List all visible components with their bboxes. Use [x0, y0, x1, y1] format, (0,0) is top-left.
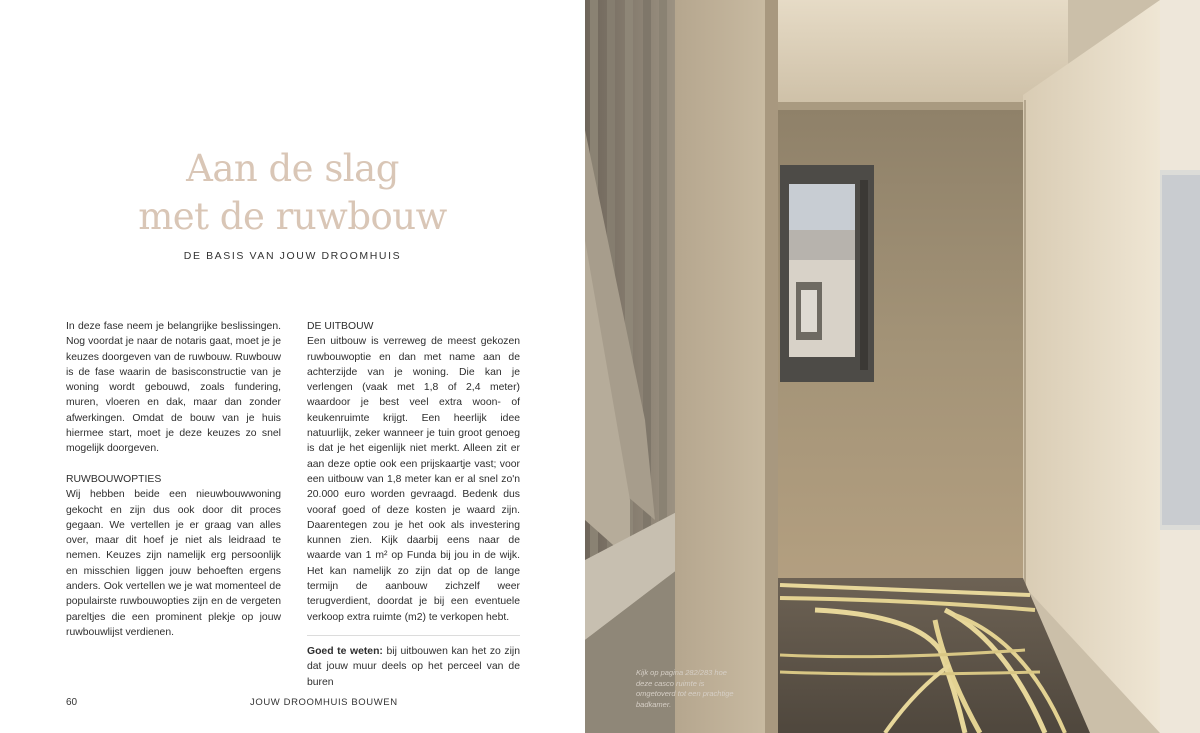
tip-paragraph — [307, 644, 520, 690]
chapter-title — [60, 145, 525, 241]
staircase — [585, 0, 690, 733]
page-number: 60 — [66, 697, 78, 708]
photo-caption: Kijk op pagina 282/283 hoe deze casco ruimte is omgetoverd tot een prachtige badkamer. — [636, 668, 734, 709]
construction-photo — [585, 0, 1200, 733]
tip-text: bij uitbouwen kan het zo zijn dat jouw muur deels op het perceel van de buren — [307, 645, 520, 688]
left-page — [0, 0, 585, 733]
chapter-title-line-1: Aan de slag — [186, 147, 399, 190]
ruwbouwopties-paragraph: Wij hebben beide een nieuwbouwwoning gekocht en zijn dus ook door dit proces gegaan. We vertellen je er graag van alles over, maar dit hoef je niet als leidraad te nemen. Keuzes zijn namelijk erg persoonlijk en misschien liggen jouw behoeften ergens anders. Ook vertellen we je wat momenteel de populairste ruwbouwopties zijn en de vergeten pareltjes die een prominent plekje op jouw ruwbouwlijst verdienen. — [66, 489, 281, 638]
intro-paragraph: In deze fase neem je belangrijke beslissingen. Nog voordat je naar de notaris gaat, moet je je keuzes doorgeven van de ruwbouw. Ruwbouw is de fase waarin de basisconstructie van je woning wordt gebouwd, zoals fundering, muren, vloeren en dak, maar dan zonder afwerkingen. Omdat de bouw van je huis hiermee start, moet je deze keuzes zo snel mogelijk doorgeven. — [66, 321, 281, 455]
text-column-right — [307, 319, 520, 690]
window — [780, 165, 874, 382]
text-column-left — [66, 319, 281, 640]
concrete-pillar — [675, 0, 778, 733]
chapter-subtitle: DE BASIS VAN JOUW DROOMHUIS — [183, 250, 402, 262]
divider — [307, 635, 520, 636]
ceiling — [778, 0, 1068, 110]
section-heading-ruwbouwopties: RUWBOUWOPTIES — [66, 473, 162, 485]
chapter-title-line-2: met de ruwbouw — [138, 195, 447, 238]
running-footer-title: JOUW DROOMHUIS BOUWEN — [250, 697, 398, 708]
section-heading-uitbouw: DE UITBOUW — [307, 321, 374, 332]
tip-label: Goed te weten: — [307, 645, 383, 657]
uitbouw-paragraph: Een uitbouw is verreweg de meest gekozen ruwbouwoptie en dan met name aan de achterzijde van je woning. Die kan je verlengen (vaak met 1,8 of 2,4 meter) waardoor je best veel extra woon- of keukenruimte krijgt. Een heerlijk idee natuurlijk, zeker wanneer je tuin groot genoeg is dat je het eigenlijk niet merkt. Alleen zit er aan deze optie ook een prijskaartje vast; voor een uitbouw van 1,8 meter kan er al snel zo'n 20.000 euro worden gevraagd. Bedenk dus vooraf goed of deze kosten je waard zijn. Daarentegen zou je het ook als investering kunnen zien. Kijk daarbij eens naar de waarde van 1 m² op Funda bij jou in de wijk. Het kan namelijk zo zijn dat op de lange termijn de aanbouw zichzelf weer terugverdient, doordat je bij een eventuele verkoop extra ruimte (m2) te verkopen hebt. — [307, 336, 520, 623]
